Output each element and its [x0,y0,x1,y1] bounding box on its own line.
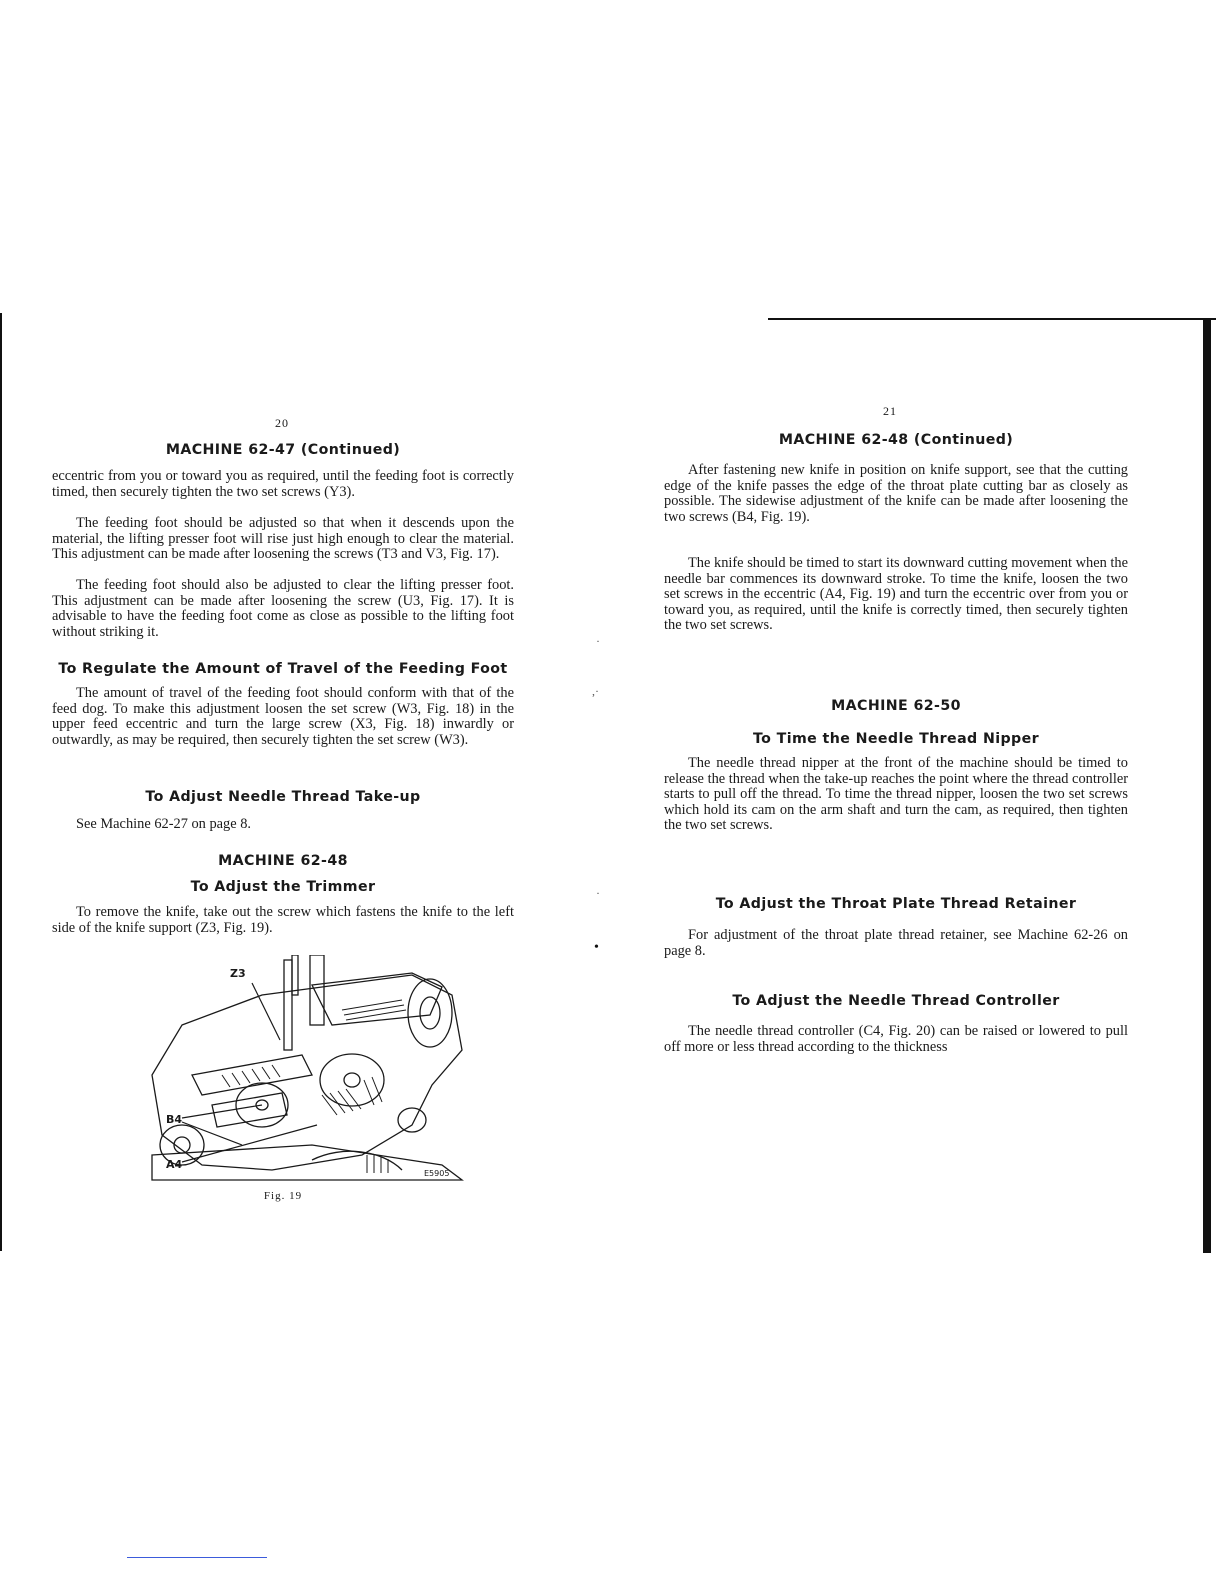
scan-speck: · [596,886,600,900]
scan-speck: ,· [592,684,599,698]
heading-regulate-travel: To Regulate the Amount of Travel of the Feeding Foot [58,661,508,677]
paragraph-timing-knife: The knife should be timed to start its downward cutting movement when the needle bar commences its downward stroke. To time the knife, loosen the two set screws in the eccentric (A4, Fig. 19) and turn the eccentric over from you or toward you, as required, until the knife is correctly timed, then securely tighten the two set screws. [664,555,1128,634]
paragraph-trimmer: To remove the knife, take out the screw which fastens the knife to the left side of the knife support (Z3, Fig. 19). [52,904,514,936]
callout-z3: Z3 [230,967,246,980]
paragraph-regulate-travel: The amount of travel of the feeding foot should conform with that of the feed dog. To make this adjustment loosen the set screw (W3, Fig. 18) in the upper feed eccentric and turn the large screw (X3, Fig. 18) inwardly or outwardly, as may be required, then securely tighten the set screw (W3). [52,685,514,748]
paragraph-throat-plate-retainer: For adjustment of the throat plate thread retainer, see Machine 62-26 on page 8. [664,927,1128,959]
heading-machine-62-48-continued: MACHINE 62-48 (Continued) [778,432,1014,448]
bottom-link-underline [127,1557,267,1558]
figure-code: E5905 [424,1169,450,1178]
heading-adjust-trimmer: To Adjust the Trimmer [190,879,376,895]
heading-machine-62-50: MACHINE 62-50 [831,698,961,714]
paragraph-take-up-reference: See Machine 62-27 on page 8. [76,816,252,832]
paragraph-needle-thread-controller: The needle thread controller (C4, Fig. 20) can be raised or lowered to pull off more or less thread according to the thickness [664,1023,1128,1055]
left-page-edge-rule [0,313,2,1251]
heading-needle-thread-nipper: To Time the Needle Thread Nipper [752,731,1040,747]
heading-machine-62-47-continued: MACHINE 62-47 (Continued) [165,442,401,458]
page-number: 20 [275,416,289,430]
heading-machine-62-48: MACHINE 62-48 [218,853,348,869]
paragraph-clear-lifting-foot: The feeding foot should also be adjusted to clear the lifting presser foot. This adjustment can be made after loosening the screw (U3, Fig. 17). It is advisable to have the feeding foot come as close as possible to the lifting foot without striking it. [52,577,514,640]
right-page-top-rule [768,318,1216,320]
trimmer-mechanism-drawing [112,955,472,1185]
callout-b4: B4 [166,1113,183,1126]
heading-needle-thread-controller: To Adjust the Needle Thread Controller [732,993,1060,1009]
scan-speck: • [594,940,599,955]
scan-speck: · [596,634,600,648]
paragraph-eccentric: eccentric from you or toward you as required, until the feeding foot is correctly timed, then securely tighten the two set screws (Y3). [52,468,514,500]
callout-a4: A4 [166,1158,183,1171]
paragraph-needle-thread-nipper: The needle thread nipper at the front of the machine should be timed to release the thread when the take-up reaches the point where the thread controller starts to pull off the thread. To time the thread nipper, loosen the two set screws which hold its cam on the arm shaft and turn the cam, as required, then tighten the two set screws. [664,755,1128,834]
heading-take-up: To Adjust Needle Thread Take-up [145,789,421,805]
figure-19-illustration [112,955,472,1185]
paragraph-adjust-feeding-foot: The feeding foot should be adjusted so that when it descends upon the material, the lifting presser foot will rise just high enough to clear the material. This adjustment can be made after loosening the screws (T3 and V3, Fig. 17). [52,515,514,563]
paragraph-fastening-knife: After fastening new knife in position on knife support, see that the cutting edge of the knife passes the edge of the throat plate cutting bar as closely as possible. The sidewise adjustment of the knife can be made after loosening the two screws (B4, Fig. 19). [664,462,1128,525]
figure-caption: Fig. 19 [263,1190,303,1202]
right-page-edge-bar [1203,318,1211,1253]
page-number: 21 [883,404,897,418]
heading-throat-plate-retainer: To Adjust the Throat Plate Thread Retainer [715,896,1077,912]
